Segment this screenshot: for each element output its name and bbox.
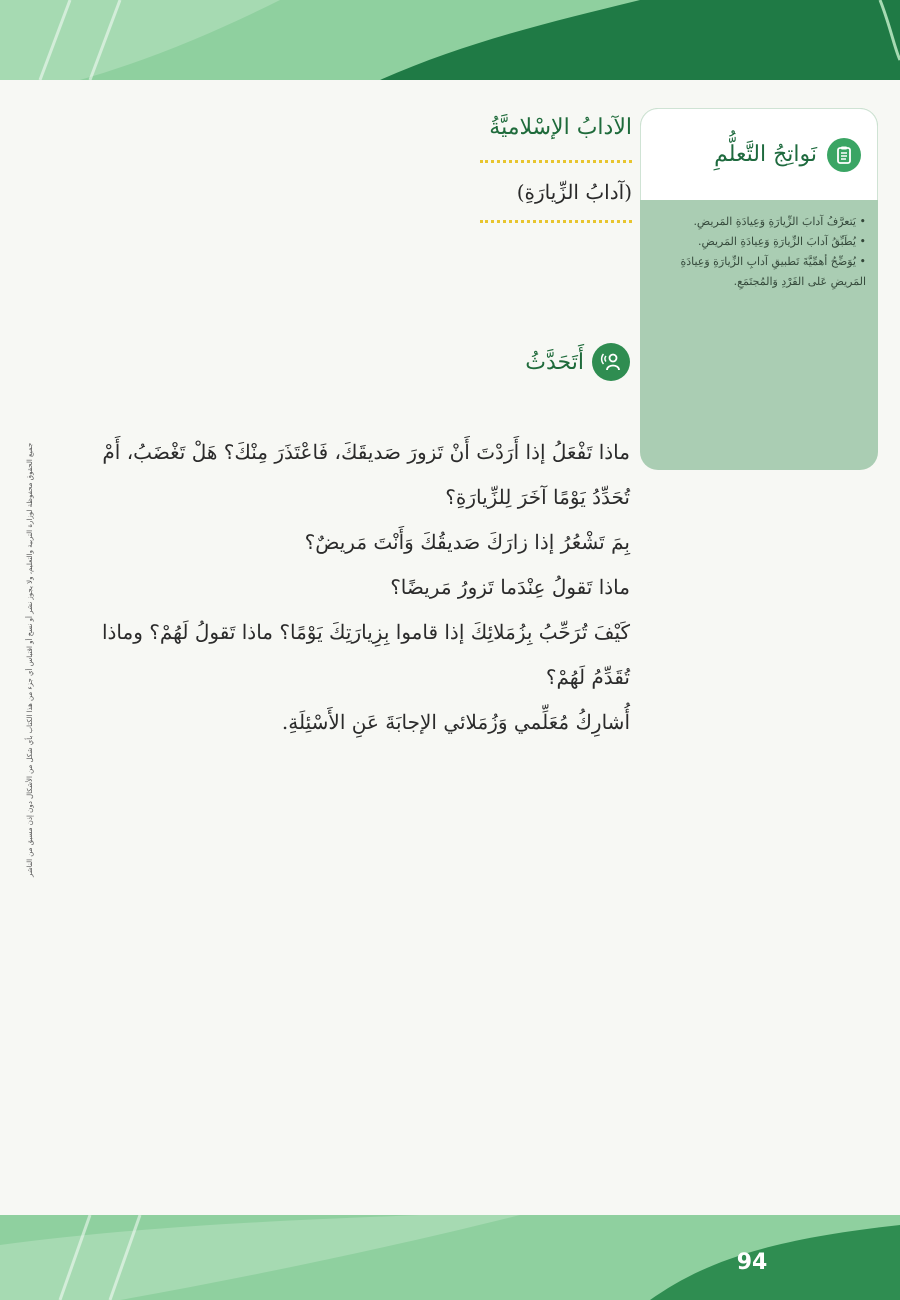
learning-outcomes-header [640, 108, 878, 200]
speaking-person-icon [592, 343, 630, 381]
question-item: كَيْفَ تُرَحِّبُ بِزُمَلائِكَ إذا قاموا بِزِيارَتِكَ يَوْمًا؟ ماذا تَقولُ لَهُمْ؟ وماذا تُقَدِّمُ لَهُمْ؟ [101, 620, 630, 689]
copyright-side-note: جميع الحقوق محفوظة لوزارة التربية والتعليم، ولا يجوز نشر أو نسخ أو اقتباس أي جزء من هذا الكتاب بأي شكل من الأشكال دون إذن مسبق من الناشر [26, 442, 34, 878]
header-band [0, 0, 900, 80]
subtitle-dotted-divider [480, 220, 632, 223]
speak-section-heading [440, 342, 630, 382]
speak-heading-label: أَتَحَدَّثُ [525, 349, 584, 375]
page-number: 94 [736, 1250, 768, 1275]
question-item: ماذا تَفْعَلُ إذا أَرَدْتَ أَنْ تَزورَ صَديقَكَ، فَاعْتَذَرَ مِنْكَ؟ هَلْ تَغْضَبُ، أَمْ تُحَدِّدُ يَوْمًا آخَرَ لِلزِّيارَةِ؟ [102, 440, 630, 509]
title-dotted-divider [480, 160, 632, 163]
learning-outcomes-card [640, 108, 878, 470]
outcome-item: • يَتعرَّفُ آدابَ الزِّيارَةِ وَعِيادَةِ المَريضِ. [650, 212, 866, 232]
question-item: بِمَ تَشْعُرُ إذا زارَكَ صَديقُكَ وَأَنْتَ مَريضٌ؟ [304, 530, 630, 554]
lesson-title: الآدابُ الإسْلاميَّةُ [489, 115, 632, 140]
learning-outcomes-list [640, 200, 878, 292]
question-item: أُشارِكُ مُعَلِّمي وَزُمَلائي الإجابَةَ عَنِ الأَسْئِلَةِ. [281, 710, 630, 734]
question-item: ماذا تَقولُ عِنْدَما تَزورُ مَريضًا؟ [390, 575, 630, 599]
outcome-item: • يُوَضِّحُ أهمِّيَّةَ تَطبيقِ آدابِ الزِّيارَةِ وَعِيادَةِ المَريضِ عَلى الفَرْدِ وَالمُجتَمَعِ. [650, 252, 866, 292]
clipboard-icon [827, 138, 861, 172]
lesson-subtitle: (آدابُ الزِّيارَةِ) [516, 180, 632, 204]
learning-outcomes-title: نَواتِجُ التَّعلُّمِ [714, 142, 817, 167]
speak-questions [90, 430, 630, 745]
outcome-item: • يُطَبِّقُ آدابَ الزِّيارَةِ وَعِيادَةِ المَريضِ. [650, 232, 866, 252]
